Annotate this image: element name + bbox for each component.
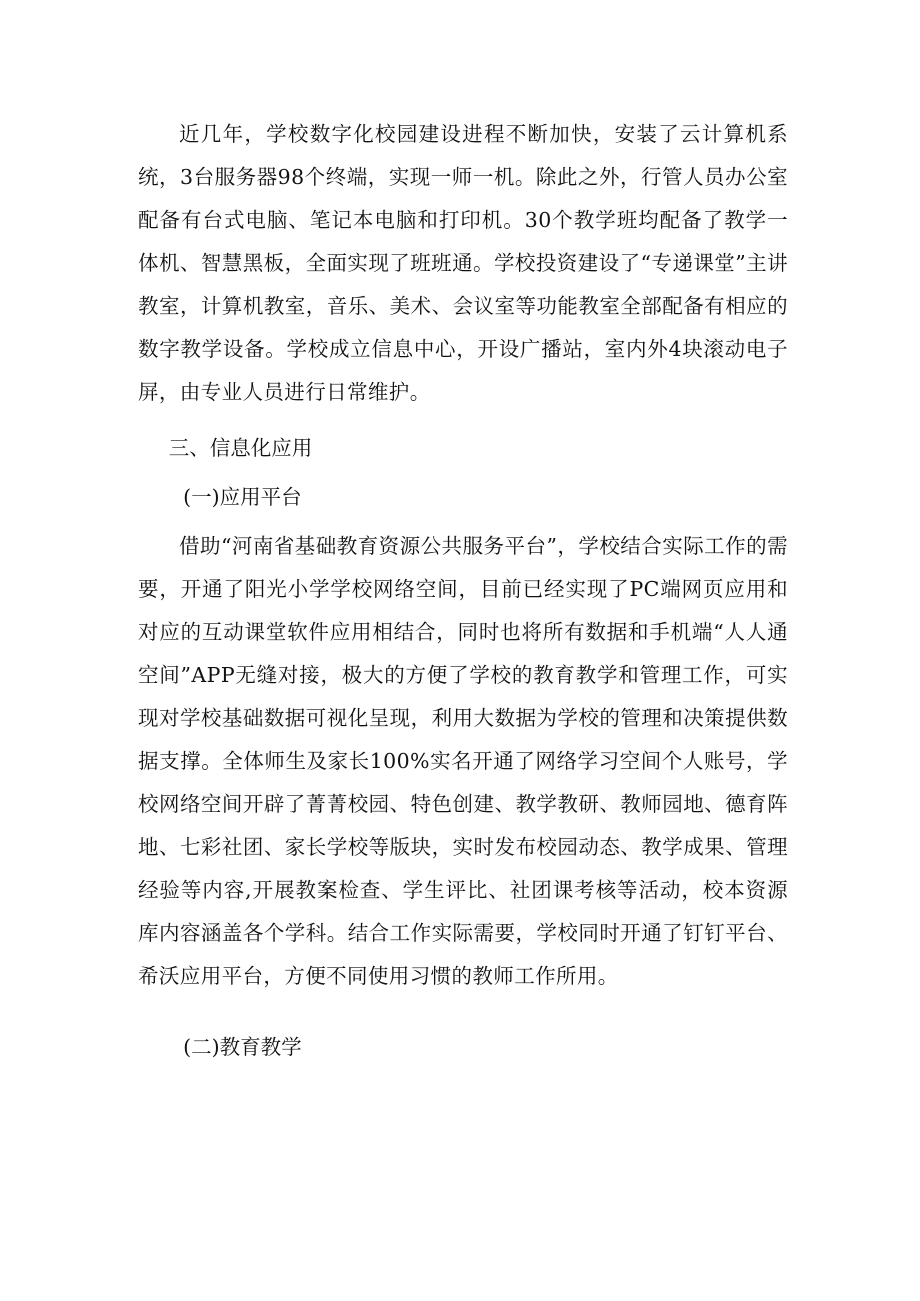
subsection-heading-education-teaching: (二)教育教学 xyxy=(183,1035,302,1059)
body-paragraph-infrastructure: 近几年，学校数字化校园建设进程不断加快，安装了云计算机系统，3台服务器98个终端，实现一师一机。除此之外，行管人员办公室配备有台式电脑、笔记本电脑和打印机。30个教学班均配备了教学一体机、智慧黑板，全面实现了班班通。学校投资建设了“专递课堂”主讲教室，计算机教室，音乐、美术、会议室等功能教室全部配备有相应的数字教学设备。学校成立信息中心，开设广播站，室内外4块滚动电子屏，由专业人员进行日常维护。 xyxy=(138,122,788,404)
document-page xyxy=(138,113,788,1069)
section-heading-information-application: 三、信息化应用 xyxy=(168,436,313,460)
body-paragraph-platform: 借助“河南省基础教育资源公共服务平台”，学校结合实际工作的需要，开通了阳光小学学校网络空间，目前已经实现了PC端网页应用和对应的互动课堂软件应用相结合，同时也将所有数据和手机端“人人通空间”APP无缝对接，极大的方便了学校的教育教学和管理工作，可实现对学校基础数据可视化呈现，利用大数据为学校的管理和决策提供数据支撑。全体师生及家长100%实名开通了网络学习空间个人账号，学校网络空间开辟了菁菁校园、特色创建、教学教研、教师园地、德育阵地、七彩社团、家长学校等版块，实时发布校园动态、教学成果、管理经验等内容,开展教案检查、学生评比、社团课考核等活动，校本资源库内容涵盖各个学科。结合工作实际需要，学校同时开通了钉钉平台、希沃应用平台，方便不同使用习惯的教师工作所用。 xyxy=(138,534,788,988)
subsection-heading-application-platform: (一)应用平台 xyxy=(183,485,302,509)
